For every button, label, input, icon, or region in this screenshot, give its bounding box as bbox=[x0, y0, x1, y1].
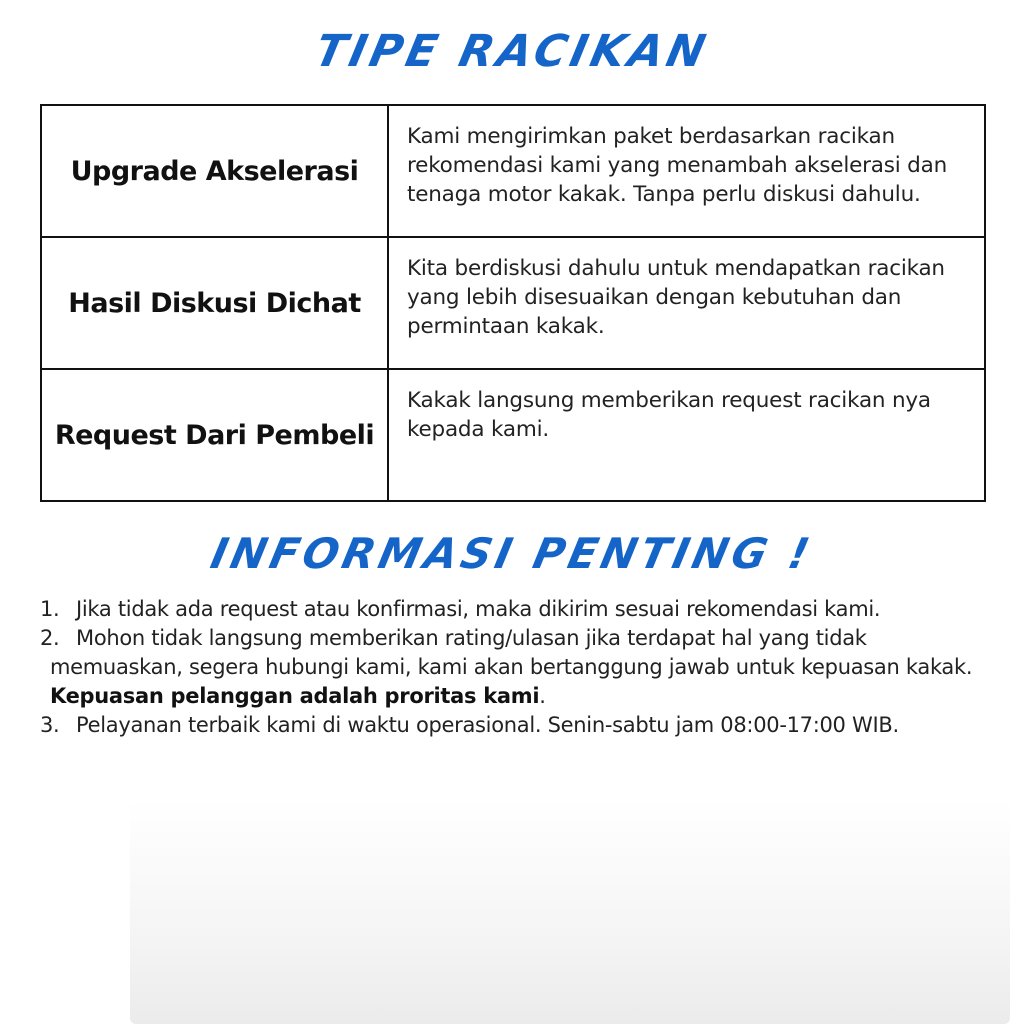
info-list bbox=[40, 595, 1015, 740]
type-name: Request Dari Pembeli bbox=[41, 369, 388, 501]
list-item bbox=[40, 711, 1015, 740]
table-row bbox=[41, 105, 985, 237]
list-text: Pelayanan terbaik kami di waktu operasional. Senin-sabtu jam 08:00-17:00 WIB. bbox=[76, 713, 899, 737]
list-item bbox=[40, 595, 1015, 624]
list-text: Jika tidak ada request atau konfirmasi, maka dikirim sesuai rekomendasi kami. bbox=[76, 597, 881, 621]
types-table bbox=[40, 104, 986, 502]
table-row bbox=[41, 369, 985, 501]
type-name: Hasil Diskusi Dichat bbox=[41, 237, 388, 369]
list-number: 1. bbox=[40, 597, 60, 621]
table-row bbox=[41, 237, 985, 369]
list-text-continuation: memuaskan, segera hubungi kami, kami akan bertanggung jawab untuk kepuasan kakak. bbox=[50, 655, 973, 679]
type-description: Kita berdiskusi dahulu untuk mendapatkan racikan yang lebih disesuaikan dengan kebutuhan dan permintaan kakak. bbox=[388, 237, 985, 369]
emphasis-text: Kepuasan pelanggan adalah proritas kami bbox=[50, 684, 540, 708]
list-text: Mohon tidak langsung memberikan rating/ulasan jika terdapat hal yang tidak bbox=[76, 626, 867, 650]
list-number: 3. bbox=[40, 713, 60, 737]
info-heading: INFORMASI PENTING ! bbox=[206, 529, 818, 578]
type-name: Upgrade Akselerasi bbox=[41, 105, 388, 237]
background-shadow bbox=[130, 800, 1010, 1024]
type-description: Kakak langsung memberikan request racikan nya kepada kami. bbox=[388, 369, 985, 501]
list-item bbox=[40, 624, 1015, 711]
list-number: 2. bbox=[40, 626, 60, 650]
type-description: Kami mengirimkan paket berdasarkan racikan rekomendasi kami yang menambah akselerasi dan tenaga motor kakak. Tanpa perlu diskusi dahulu. bbox=[388, 105, 985, 237]
types-heading: TIPE RACIKAN bbox=[310, 26, 714, 77]
emphasis-suffix: . bbox=[539, 684, 546, 708]
